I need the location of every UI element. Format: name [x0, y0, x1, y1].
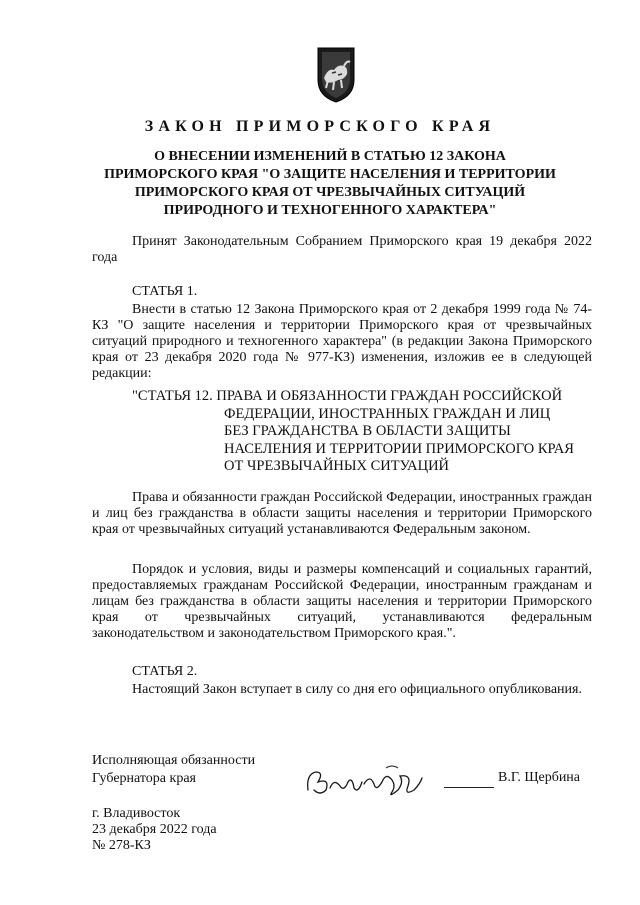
- document-number: № 278-КЗ: [92, 838, 151, 853]
- article-1-text: Внести в статью 12 Закона Приморского края от 2 декабря 1999 года № 74-КЗ "О защите населения и территории Приморского края от чрезвычайных ситуаций природного и техногенного характера" (в редакции Закона Приморского края от 23 декабря 2020 года № 977-КЗ) изменения, изложив ее в следующей редакции:: [92, 302, 592, 381]
- subtitle-line: О ВНЕСЕНИИ ИЗМЕНЕНИЙ В СТАТЬЮ 12 ЗАКОНА: [154, 149, 506, 164]
- coat-of-arms-icon: [314, 44, 358, 104]
- article-12-paragraph-2: Порядок и условия, виды и размеры компенсаций и социальных гарантий, предоставляемых гражданам Российской Федерации, иностранным гражданам и лицам без гражданства в области защиты населения и территории Приморского края от чрезвычайных ситуаций, устанавливаются федеральным законодательством и законодательством Приморского края.".: [92, 562, 592, 641]
- article-title-line: ФЕДЕРАЦИИ, ИНОСТРАННЫХ ГРАЖДАН И ЛИЦ: [224, 405, 551, 422]
- article-title-line: БЕЗ ГРАЖДАНСТВА В ОБЛАСТИ ЗАЩИТЫ: [224, 423, 511, 439]
- subtitle-line: ПРИМОРСКОГО КРАЯ ОТ ЧРЕЗВЫЧАЙНЫХ СИТУАЦИЙ: [134, 185, 526, 200]
- document-date: 23 декабря 2022 года: [92, 822, 217, 837]
- adoption-statement: Принят Законодательным Собранием Приморского края 19 декабря 2022 года: [92, 234, 592, 265]
- article-title-line: "СТАТЬЯ 12. ПРАВА И ОБЯЗАННОСТИ ГРАЖДАН РОССИЙСКОЙ: [132, 388, 563, 404]
- handwritten-signature-icon: [300, 760, 450, 804]
- article-title-line: НАСЕЛЕНИЯ И ТЕРРИТОРИИ ПРИМОРСКОГО КРАЯ: [224, 440, 574, 457]
- article-title-line: ОТ ЧРЕЗВЫЧАЙНЫХ СИТУАЦИЙ: [224, 458, 450, 474]
- article-2-heading: СТАТЬЯ 2.: [132, 664, 198, 679]
- subtitle-line: ПРИРОДНОГО И ТЕХНОГЕННОГО ХАРАКТЕРА": [163, 203, 497, 218]
- signatory-position-line: Губернатора края: [92, 771, 196, 786]
- signature-line: [444, 787, 494, 788]
- law-title: ЗАКОН ПРИМОРСКОГО КРАЯ: [144, 118, 496, 135]
- law-subtitle: [90, 148, 570, 220]
- signatory-position-line: Исполняющая обязанности: [92, 753, 256, 768]
- document-place-date-number: [92, 806, 217, 854]
- article-2-text: Настоящий Закон вступает в силу со дня его официального опубликования.: [132, 682, 582, 697]
- article-1-heading: СТАТЬЯ 1.: [132, 284, 198, 299]
- quoted-article-12-title: [132, 388, 602, 476]
- signatory-position: [92, 752, 255, 788]
- article-12-paragraph-1: Права и обязанности граждан Российской Федерации, иностранных граждан и лиц без гражданства в области защиты населения и территории Приморского края от чрезвычайных ситуаций устанавливаются Федеральным законом.: [92, 490, 592, 537]
- subtitle-line: ПРИМОРСКОГО КРАЯ "О ЗАЩИТЕ НАСЕЛЕНИЯ И ТЕРРИТОРИИ: [104, 167, 556, 182]
- signatory-name: В.Г. Щербина: [498, 770, 581, 785]
- document-place: г. Владивосток: [92, 806, 181, 821]
